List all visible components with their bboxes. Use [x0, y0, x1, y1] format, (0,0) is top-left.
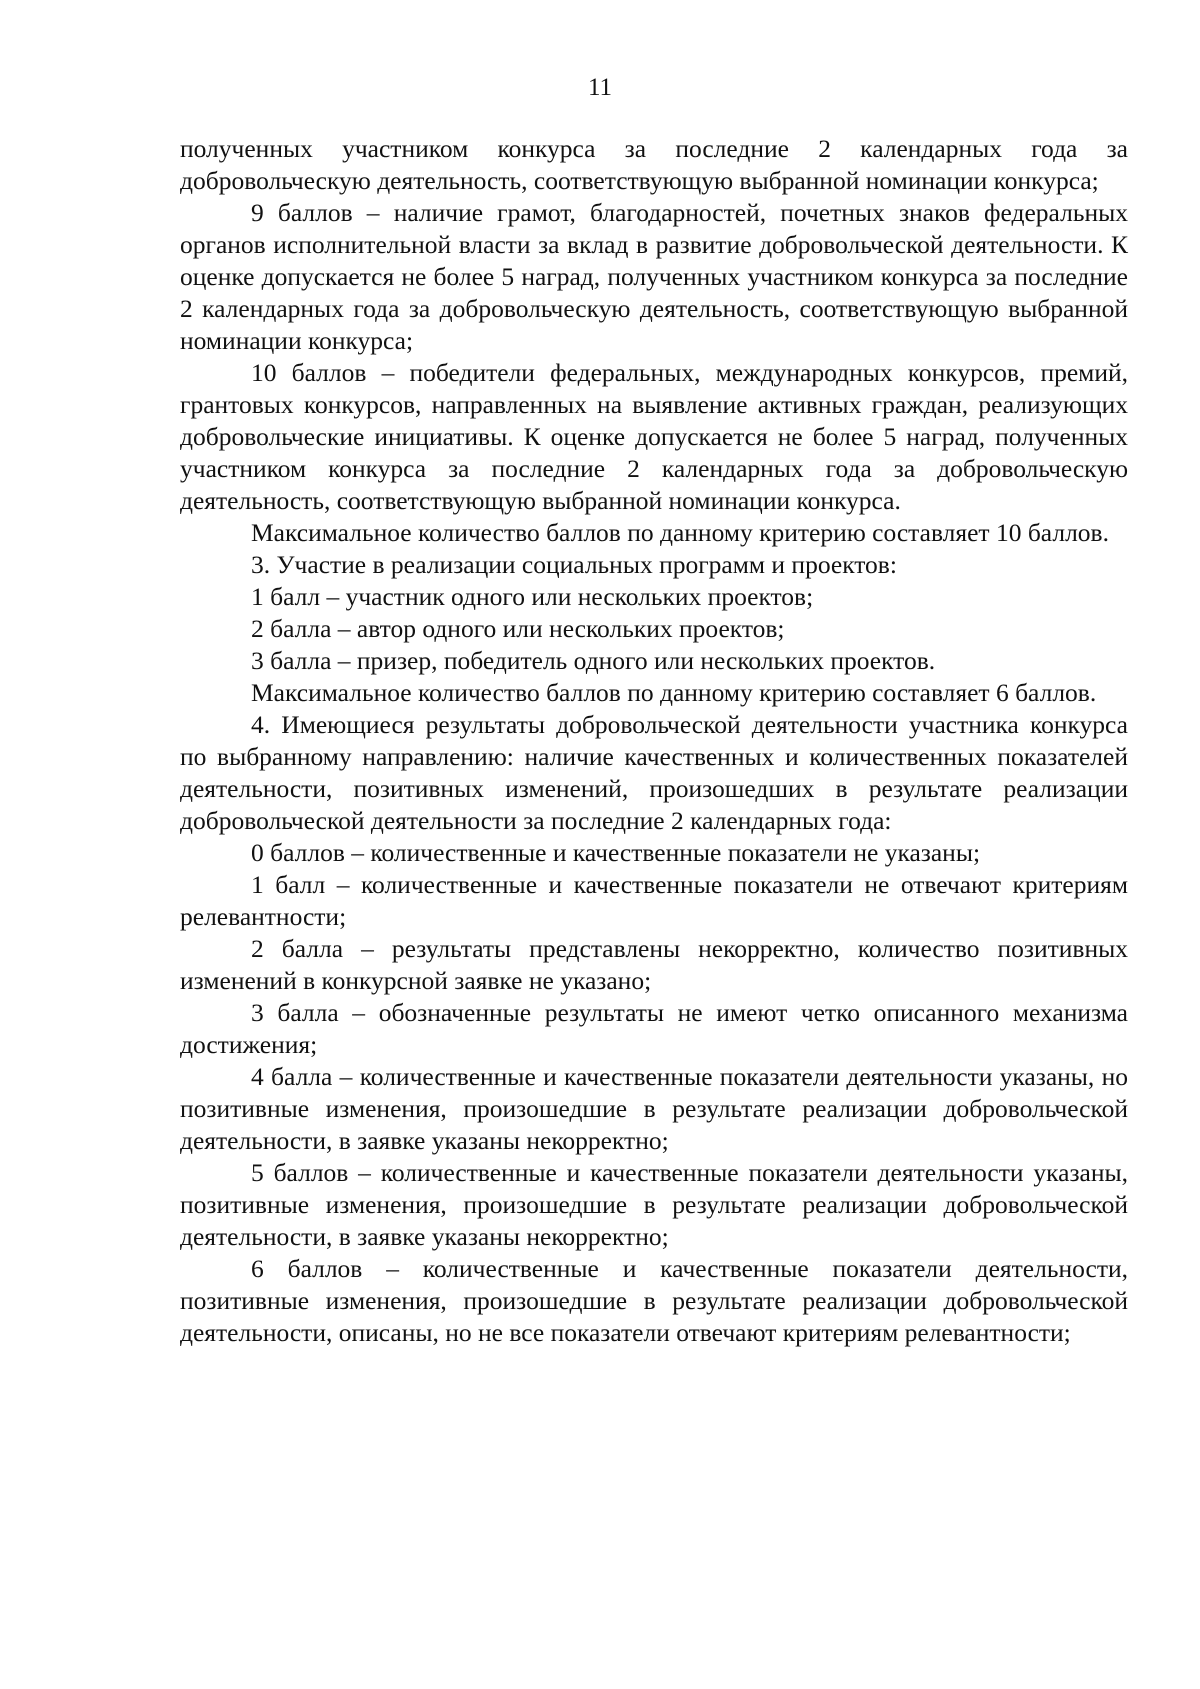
page-number: 11	[587, 74, 613, 101]
paragraph-criterion-4-6-points: 6 баллов – количественные и качественные показатели деятельности, позитивные изменения, произошедшие в результате реализации добровольческой деятельности, описаны, но не все показатели отвечают критериям релевантности;	[180, 1254, 1128, 1347]
paragraph-criterion-3-heading: 3. Участие в реализации социальных программ и проектов:	[251, 550, 897, 579]
paragraph-criterion-4-1-point: 1 балл – количественные и качественные показатели не отвечают критериям релевантности;	[180, 870, 1128, 931]
paragraph-criterion-3-3-points: 3 балла – призер, победитель одного или нескольких проектов.	[251, 646, 936, 675]
paragraph-criterion-3-2-points: 2 балла – автор одного или нескольких проектов;	[251, 614, 785, 643]
paragraph-criterion-4-3-points: 3 балла – обозначенные результаты не имеют четко описанного механизма достижения;	[180, 998, 1128, 1059]
paragraph-criterion-3-1-point: 1 балл – участник одного или нескольких проектов;	[251, 582, 814, 611]
paragraph-criterion-4-2-points: 2 балла – результаты представлены некорректно, количество позитивных изменений в конкурсной заявке не указано;	[180, 934, 1128, 995]
paragraph-criterion-4-5-points: 5 баллов – количественные и качественные показатели деятельности указаны, позитивные изменения, произошедшие в результате реализации добровольческой деятельности, в заявке указаны некорректно;	[180, 1158, 1128, 1251]
paragraph-max-score-criterion-2: Максимальное количество баллов по данному критерию составляет 10 баллов.	[251, 518, 1109, 547]
paragraph-criterion-4-4-points: 4 балла – количественные и качественные показатели деятельности указаны, но позитивные изменения, произошедшие в результате реализации добровольческой деятельности, в заявке указаны некорректно;	[180, 1062, 1128, 1155]
paragraph-10-points: 10 баллов – победители федеральных, международных конкурсов, премий, грантовых конкурсов, направленных на выявление активных граждан, реализующих добровольческие инициативы. К оценке допускается не более 5 наград, полученных участником конкурса за последние 2 календарных года за добровольческую деятельность, соответствующую выбранной номинации конкурса.	[180, 358, 1128, 515]
paragraph-criterion-4-heading: 4. Имеющиеся результаты добровольческой деятельности участника конкурса по выбранному направлению: наличие качественных и количественных показателей деятельности, позитивных изменений, произошедших в результате реализации добровольческой деятельности за последние 2 календарных года:	[180, 710, 1128, 835]
paragraph-criterion-4-0-points: 0 баллов – количественные и качественные показатели не указаны;	[251, 838, 981, 867]
document-body	[180, 133, 1128, 1349]
paragraph-continuation: полученных участником конкурса за последние 2 календарных года за добровольческую деятельность, соответствующую выбранной номинации конкурса;	[180, 134, 1128, 195]
paragraph-9-points: 9 баллов – наличие грамот, благодарностей, почетных знаков федеральных органов исполнительной власти за вклад в развитие добровольческой деятельности. К оценке допускается не более 5 наград, полученных участником конкурса за последние 2 календарных года за добровольческую деятельность, соответствующую выбранной номинации конкурса;	[180, 198, 1128, 355]
paragraph-max-score-criterion-3: Максимальное количество баллов по данному критерию составляет 6 баллов.	[251, 678, 1097, 707]
